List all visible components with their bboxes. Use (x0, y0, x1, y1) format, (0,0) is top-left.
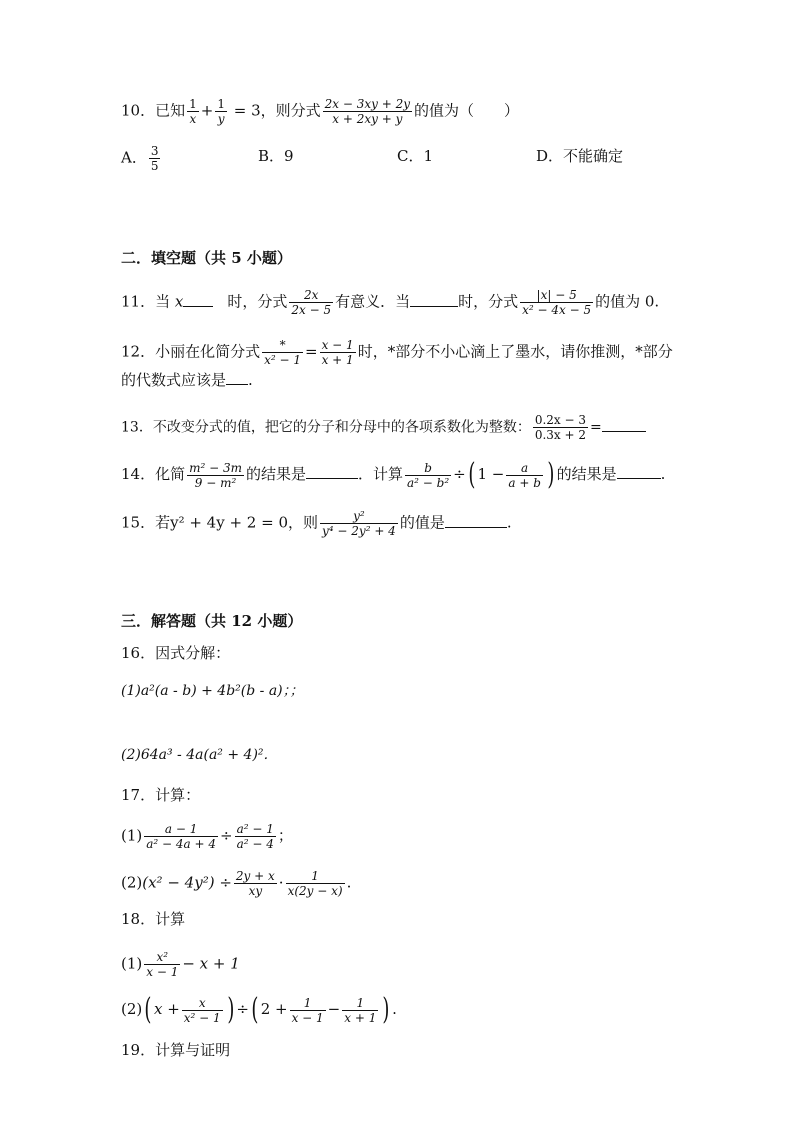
choice-a: A． $\frac{3}{5}$ (121, 144, 159, 173)
question-12: 12．小丽在化简分式 $\frac{*}{\text{x² − 1}}$ = $\frac{x - 1}{x + 1}$ 时，*部分不小心滴上了墨水，请你推测，*部分 (121, 338, 673, 367)
condition-tail: = 3 (228, 101, 261, 120)
question-16-title: 16．因式分解： (121, 644, 231, 662)
fraction: $\frac{a - 1}{\text{a² − 4a + 4}}$ (146, 822, 217, 851)
question-text: ，则分式 (260, 101, 321, 120)
question-18-title: 18．计算 (121, 910, 186, 928)
question-16-part-1: (1)a²(a - b) + 4b²(b - a)；； (121, 683, 304, 699)
fraction: $\frac{1}{x - 1}$ (291, 995, 324, 1025)
fraction: $\frac{a}{a + b}$ (508, 460, 541, 490)
question-13: 13．不改变分式的值，把它的分子和分母中的各项系数化为整数： $\frac{0.2x - 3}{0.3x + 2}$ = (121, 413, 646, 442)
question-18-part-1: (1) $\frac{\text{x²}}{x - 1}$ − x + 1 (121, 950, 240, 979)
section-title-fill-in: 二．填空题（共 5 小题） (121, 249, 292, 267)
question-14: 14．化简 $\frac{\text{m² − 3m}}{\text{9 − m²}}$ 的结果是 ．计算 $\frac{b}{\text{a² − b²}}$ ÷( 1 − $\frac{a}{a + b}$ ) 的结果是 . (121, 457, 666, 492)
question-17-title: 17．计算： (121, 786, 201, 804)
fraction: $\frac{b}{\text{a² − b²}}$ (407, 460, 450, 490)
fraction: $\frac{\text{y²}}{\text{y⁴ − 2y² + 4}}$ (322, 509, 396, 538)
question-18-part-2: (2)( x + $\frac{x}{\text{x² − 1}}$ ) ÷( 2 + $\frac{1}{x - 1}$ − $\frac{1}{x + 1}$ ) . (121, 992, 397, 1027)
question-text: 已知 (155, 101, 186, 120)
question-16-part-2: (2)64a³ - 4a(a² + 4)²． (121, 747, 278, 763)
answer-blank (306, 463, 358, 479)
answer-blank (445, 512, 507, 528)
question-number: 10． (121, 101, 156, 120)
fraction: $\frac{|x| - 5}{\text{x² − 4x − 5}}$ (522, 288, 592, 317)
question-11: 11．当 x 时，分式 $\frac{2x}{2x - 5}$ 有意义．当 时，分式 $\frac{|x| - 5}{\text{x² − 4x − 5}}$ 的值为 0. (121, 288, 660, 317)
fraction: $\frac{*}{\text{x² − 1}}$ (264, 338, 302, 367)
answer-blank (226, 369, 248, 385)
choice-d: D．不能确定 (536, 147, 624, 165)
fraction: $\frac{1}{x + 1}$ (344, 995, 377, 1025)
fraction: $\frac{0.2x - 3}{0.3x + 2}$ (534, 413, 586, 442)
section-title-answer: 三．解答题（共 12 小题） (121, 612, 303, 630)
question-17-part-2: (2)(x² − 4y²) ÷ $\frac{2y + x}{xy}$ · $\frac{1}{x(2y - x)}$ . (121, 869, 352, 898)
fraction: $\frac{\text{m² − 3m}}{\text{9 − m²}}$ (189, 460, 242, 490)
question-10: 10．已知 $\frac{1}{x}$ + $\frac{1}{y}$ = 3，则分式 $\frac{2x - 3xy + 2y}{x + 2xy + y}$ 的值为（ ） (121, 97, 520, 126)
choice-b: B．9 (258, 147, 294, 165)
question-15: 15．若y² + 4y + 2 = 0，则 $\frac{\text{y²}}{\text{y⁴ − 2y² + 4}}$ 的值是 . (121, 509, 512, 538)
question-12-line-2: 的代数式应该是 . (121, 371, 253, 389)
question-19-title: 19．计算与证明 (121, 1041, 231, 1059)
question-17-part-1: (1) $\frac{a - 1}{\text{a² − 4a + 4}}$ ÷ $\frac{\text{a² − 1}}{\text{a² − 4}}$ ； (121, 822, 293, 851)
fraction: $\frac{x}{\text{x² − 1}}$ (183, 995, 221, 1025)
target-fraction: $\frac{2x - 3xy + 2y}{x + 2xy + y}$ (324, 97, 411, 126)
fraction: $\frac{2x}{2x - 5}$ (291, 288, 332, 317)
answer-blank (410, 291, 458, 307)
fraction: $\frac{x - 1}{x + 1}$ (321, 338, 354, 367)
question-text: 的值为（ ） (414, 101, 520, 120)
choice-c: C．1 (397, 147, 434, 165)
fraction: $\frac{\text{x²}}{x - 1}$ (146, 950, 179, 979)
fraction: $\frac{\text{a² − 1}}{\text{a² − 4}}$ (236, 822, 274, 851)
answer-blank (617, 463, 661, 479)
fraction: $\frac{1}{x(2y - x)}$ (287, 869, 343, 898)
answer-blank (602, 416, 646, 432)
answer-blank (183, 291, 213, 307)
fraction: $\frac{2y + x}{xy}$ (235, 869, 275, 898)
choice-a-fraction: $\frac{3}{5}$ (150, 144, 159, 173)
fraction-1-over-y: $\frac{1}{y}$ (217, 97, 225, 126)
fraction-1-over-x: $\frac{1}{x}$ (189, 97, 197, 126)
